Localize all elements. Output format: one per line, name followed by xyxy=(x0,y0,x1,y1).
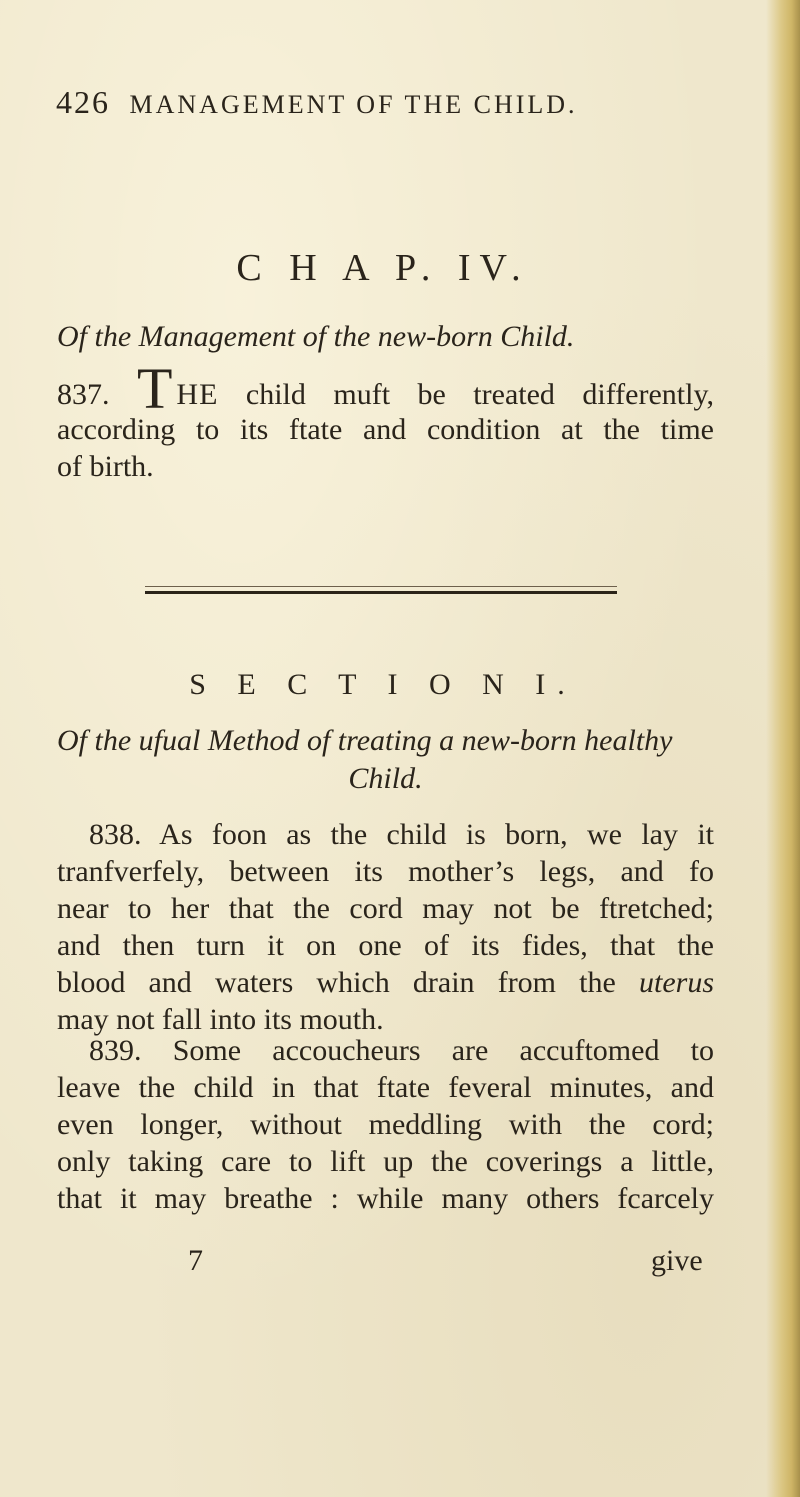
chapter-heading: C H A P. IV. xyxy=(236,247,530,289)
page-number: 426 xyxy=(56,84,110,120)
paragraph-text: blood and waters which drain from the xyxy=(57,966,616,999)
catchword: give xyxy=(651,1244,703,1277)
paragraph-line: only taking care to lift up the coverings a little, xyxy=(57,1145,714,1178)
running-title: MANAGEMENT OF THE CHILD. xyxy=(129,90,578,119)
paragraph-line: of birth. xyxy=(57,450,154,483)
section-subtitle-line: Of the ufual Method of treating a new-born healthy xyxy=(57,724,673,757)
signature-mark: 7 xyxy=(188,1244,203,1277)
paragraph-line xyxy=(57,356,715,421)
paragraph-837 xyxy=(57,356,715,485)
chapter-subtitle: Of the Management of the new-born Child. xyxy=(57,320,575,353)
paragraph-line: and then turn it on one of its fides, that the xyxy=(57,929,714,962)
paragraph-line: near to her that the cord may not be ftretched; xyxy=(57,892,714,925)
page-edge-gilding xyxy=(766,0,800,1497)
small-caps-word: HE xyxy=(176,378,219,411)
drop-cap: T xyxy=(136,356,173,421)
italic-word: uterus xyxy=(639,966,715,999)
section-rule-thin xyxy=(145,586,617,587)
paragraph-number: 837. xyxy=(57,378,110,411)
paragraph-839 xyxy=(57,1032,714,1217)
paragraph-line: may not fall into its mouth. xyxy=(57,1003,384,1036)
section-rule xyxy=(145,591,617,594)
paragraph-line: 838. As foon as the child is born, we lay it xyxy=(89,818,714,851)
paragraph-line: according to its ftate and condition at the time xyxy=(57,413,714,446)
section-subtitle xyxy=(57,722,714,798)
section-heading: S E C T I O N I. xyxy=(189,668,577,701)
paragraph-line: 839. Some accoucheurs are accuftomed to xyxy=(89,1034,714,1067)
section-subtitle-line: Child. xyxy=(348,762,423,795)
paragraph-838 xyxy=(57,816,714,1038)
running-head xyxy=(56,84,578,121)
paragraph-line xyxy=(57,964,714,1001)
paragraph-line: leave the child in that ftate feveral minutes, and xyxy=(57,1071,714,1104)
paragraph-text: child muft be treated differently, xyxy=(218,378,715,411)
paragraph-line: that it may breathe : while many others fcarcely xyxy=(57,1182,714,1215)
paragraph-line: tranfverfely, between its mother’s legs, and fo xyxy=(57,855,714,888)
paragraph-line: even longer, without meddling with the cord; xyxy=(57,1108,714,1141)
